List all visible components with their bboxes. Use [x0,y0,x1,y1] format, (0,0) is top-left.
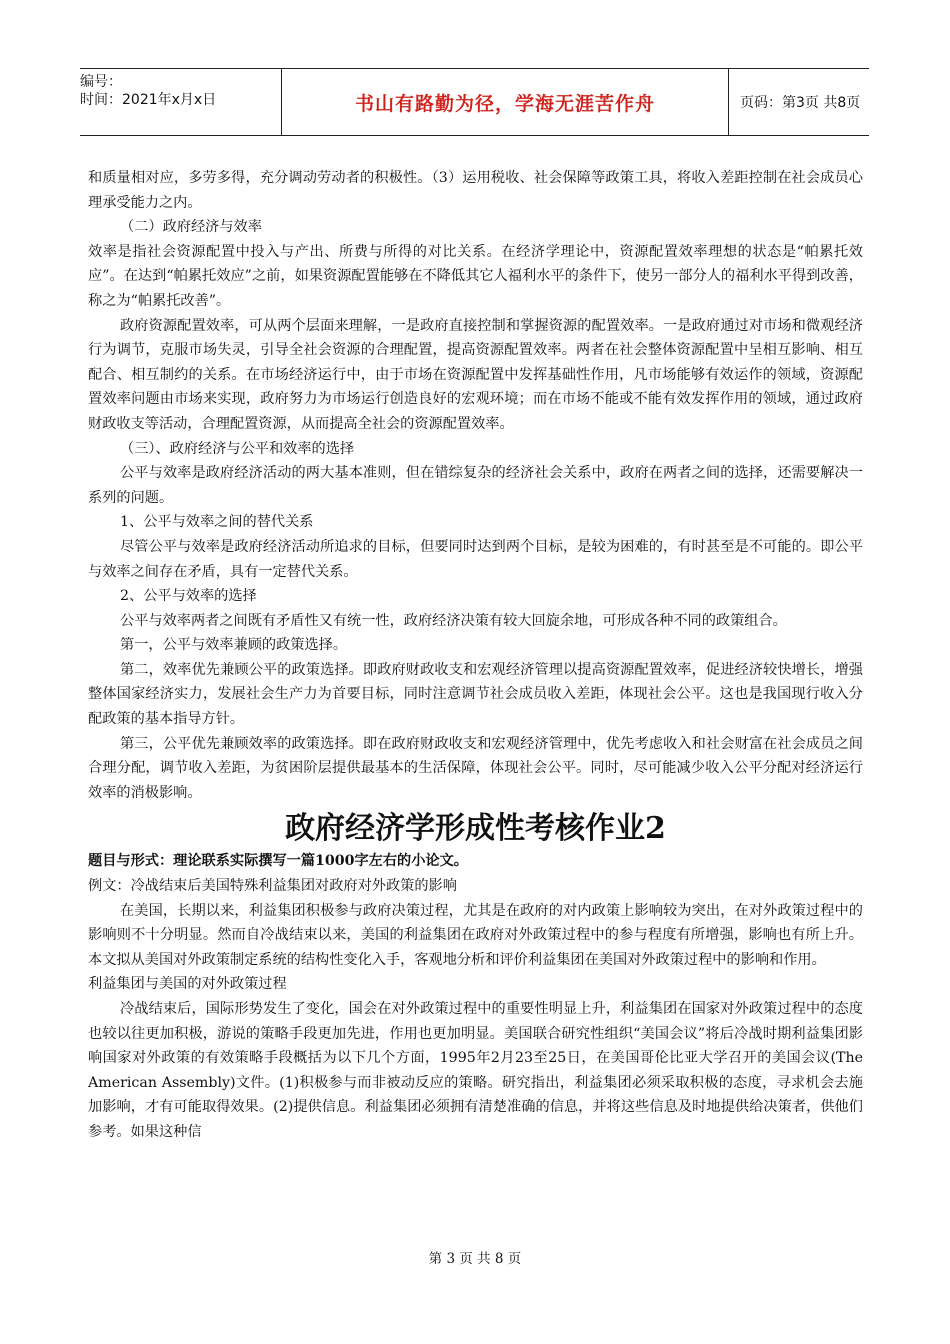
paragraph: （二）政府经济与效率 [120,219,262,236]
paragraph: 第三，公平优先兼顾效率的政策选择。即在政府财政收支和宏观经济管理中，优先考虑收入和社会财富在社会成员之间合理分配，调节收入差距，为贫困阶层提供最基本的生活保障，体现社会公平。同时，尽可能减少收入公平分配对经济运行效率的消极影响。 [88,735,863,801]
paragraph: 公平与效率是政府经济活动的两大基本准则，但在错综复杂的经济社会关系中，政府在两者之间的选择，还需要解决一系列的问题。 [88,465,863,506]
page-header [80,68,869,136]
paragraph: 效率是指社会资源配置中投入与产出、所费与所得的对比关系。在经济学理论中，资源配置效率理想的状态是“帕累托效应”。在达到“帕累托效应”之前，如果资源配置能够在不降低其它人福利水平的条件下，使另一部分人的福利水平得到改善，称之为“帕累托改善”。 [88,243,863,309]
header-page-info: 页码：第3页 共8页 [740,95,861,111]
header-motto-cell [281,69,729,135]
paragraph: 冷战结束后，国际形势发生了变化，国会在对外政策过程中的重要性明显上升，利益集团在国家对外政策过程中的态度也较以往更加积极，游说的策略手段更加先进，作用也更加明显。美国联合研究性组织“美国会议”将后冷战时期利益集团影响国家对外政策的有效策略手段概括为以下几个方面，1995年2月23至25日，在美国哥伦比亚大学召开的美国会议(The American Assembly)文件。(1)积极参与而非被动反应的策略。研究指出，利益集团必须采取积极的态度，寻求机会去施加影响，才有可能取得效果。(2)提供信息。利益集团必须拥有清楚准确的信息，并将这些信息及时地提供给决策者，供他们参考。如果这种信 [88,1001,863,1140]
paragraph: 利益集团与美国的对外政策过程 [88,976,287,993]
paragraph: 例文：冷战结束后美国特殊利益集团对政府对外政策的影响 [88,878,457,895]
paragraph: 题目与形式：理论联系实际撰写一篇1000字左右的小论文。 [88,853,468,870]
document-number-label: 编号： [80,74,122,90]
page-footer: 第 3 页 共 8 页 [428,1251,522,1267]
paragraph: 在美国，长期以来，利益集团积极参与政府决策过程，尤其是在政府的对内政策上影响较为突出，在对外政策过程中的影响则不十分明显。然而自冷战结束以来，美国的利益集团在政府对外政策过程中的参与程度有所增强，影响也有所上升。本文拟从美国对外政策制定系统的结构性变化入手，客观地分析和评价利益集团在美国对外政策过程中的影响和作用。 [88,902,863,968]
section-title: 政府经济学形成性考核作业2 [285,811,666,847]
document-body [88,166,863,1145]
paragraph: 和质量相对应，多劳多得，充分调动劳动者的积极性。（3）运用税收、社会保障等政策工具，将收入差距控制在社会成员心理承受能力之内。 [88,170,863,211]
paragraph: 政府资源配置效率，可从两个层面来理解，一是政府直接控制和掌握资源的配置效率。一是政府通过对市场和微观经济行为调节，克服市场失灵，引导全社会资源的合理配置，提高资源配置效率。两者在社会整体资源配置中呈相互影响、相互配合、相互制约的关系。在市场经济运行中，由于市场在资源配置中发挥基础性作用，凡市场能够有效运作的领域，资源配置效率问题由市场来实现，政府努力为市场运行创造良好的宏观环境；而在市场不能或不能有效发挥作用的领域，通过政府财政收支等活动，合理配置资源，从而提高全社会的资源配置效率。 [88,317,863,432]
paragraph: 第二，效率优先兼顾公平的政策选择。即政府财政收支和宏观经济管理以提高资源配置效率，促进经济较快增长，增强整体国家经济实力，发展社会生产力为首要目标，同时注意调节社会成员收入差距，体现社会公平。这也是我国现行收入分配政策的基本指导方针。 [88,661,863,728]
paragraph: 2、公平与效率的选择 [120,588,257,605]
header-motto: 书山有路勤为径，学海无涯苦作舟 [354,92,655,115]
paragraph: （三）、政府经济与公平和效率的选择 [120,440,355,457]
header-meta [80,69,280,139]
paragraph: 1、公平与效率之间的替代关系 [120,514,314,531]
paragraph: 公平与效率两者之间既有矛盾性又有统一性，政府经济决策有较大回旋余地，可形成各种不同的政策组合。 [120,612,787,629]
document-time-label: 时间：2021年x月x日 [80,92,217,108]
paragraph: 第一，公平与效率兼顾的政策选择。 [120,637,348,654]
paragraph: 尽管公平与效率是政府经济活动所追求的目标，但要同时达到两个目标，是较为困难的，有时甚至是不可能的。即公平与效率之间存在矛盾，具有一定替代关系。 [88,538,863,580]
